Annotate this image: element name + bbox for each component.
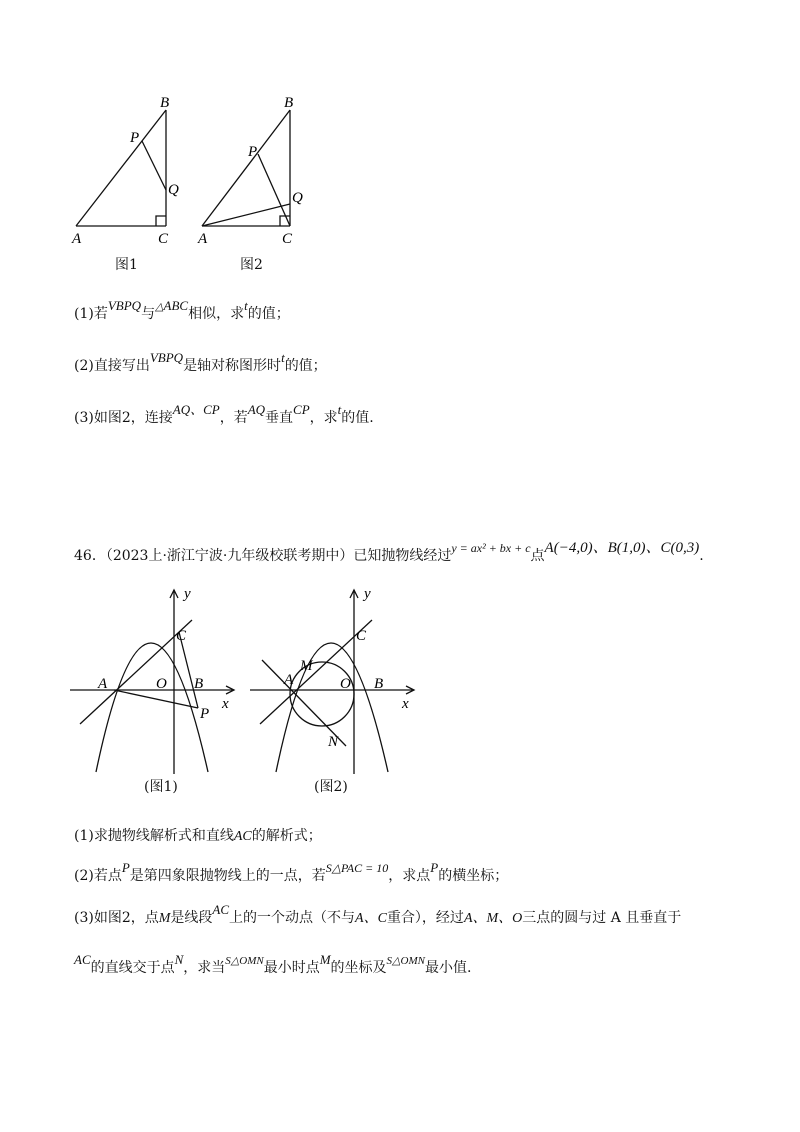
q46-header: 46．（2023上·浙江宁波·九年级校联考期中）已知抛物线经过y = ax² + bx + c点A(−4,0)、B(1,0)、C(0,3). [74,540,704,564]
label-c: C [356,628,367,644]
label-p: P [130,130,140,146]
label-b: B [374,676,384,692]
parabola-diagram-2 [246,584,426,784]
label-q: Q [292,190,303,206]
label-b: B [194,676,204,692]
label-p: P [200,706,210,722]
triangle-diagram-1 [60,90,190,250]
label-n: N [328,734,339,750]
label-p: P [248,144,258,160]
graph-figure-1 [66,584,246,784]
q46-part-2: (2)若点P是第四象限抛物线上的一点，若S△PAC = 10，求点P的横坐标； [74,860,509,884]
label-q: Q [168,182,179,198]
label-b: B [284,95,294,111]
q45-part-2: (2)直接写出VBPQ是轴对称图形时t的值； [74,350,327,374]
graph-1-caption: (图1) [144,779,178,795]
label-o: O [340,676,351,692]
figure-1 [60,90,190,250]
graph-2-caption: (图2) [314,779,348,795]
figure-2-caption: 图2 [240,257,263,273]
label-a: A [198,231,208,247]
label-y: y [184,586,191,602]
label-m: M [300,658,313,674]
label-a: A [98,676,108,692]
label-c: C [282,231,293,247]
label-x: x [402,696,409,712]
parabola-diagram-1 [66,584,246,784]
q45-part-3: (3)如图2，连接AQ、CP，若AQ垂直CP，求t的值. [74,402,374,426]
label-x: x [222,696,229,712]
graph-figure-2 [246,584,426,784]
label-b: B [160,95,170,111]
label-y: y [364,586,371,602]
label-o: O [156,676,167,692]
label-a: A [284,672,294,688]
q46-part-1: (1)求抛物线解析式和直线AC的解析式； [74,828,322,844]
figure-1-caption: 图1 [115,257,138,273]
figure-2 [186,90,316,250]
label-a: A [72,231,82,247]
q46-part-3a: (3)如图2，点M是线段AC上的一个动点（不与A、C重合），经过A、M、O三点的圆与过 A 且垂直于 [74,902,682,926]
label-c: C [176,628,187,644]
q45-part-1: (1)若VBPQ与△ABC相似，求t的值； [74,298,290,322]
label-c: C [158,231,169,247]
triangle-diagram-2 [186,90,316,250]
q46-part-3b: AC的直线交于点N，求当$^{S\triangle OMN}$最小时点M的坐标及$^{S\triangle OMN}$最小值. [74,952,472,976]
